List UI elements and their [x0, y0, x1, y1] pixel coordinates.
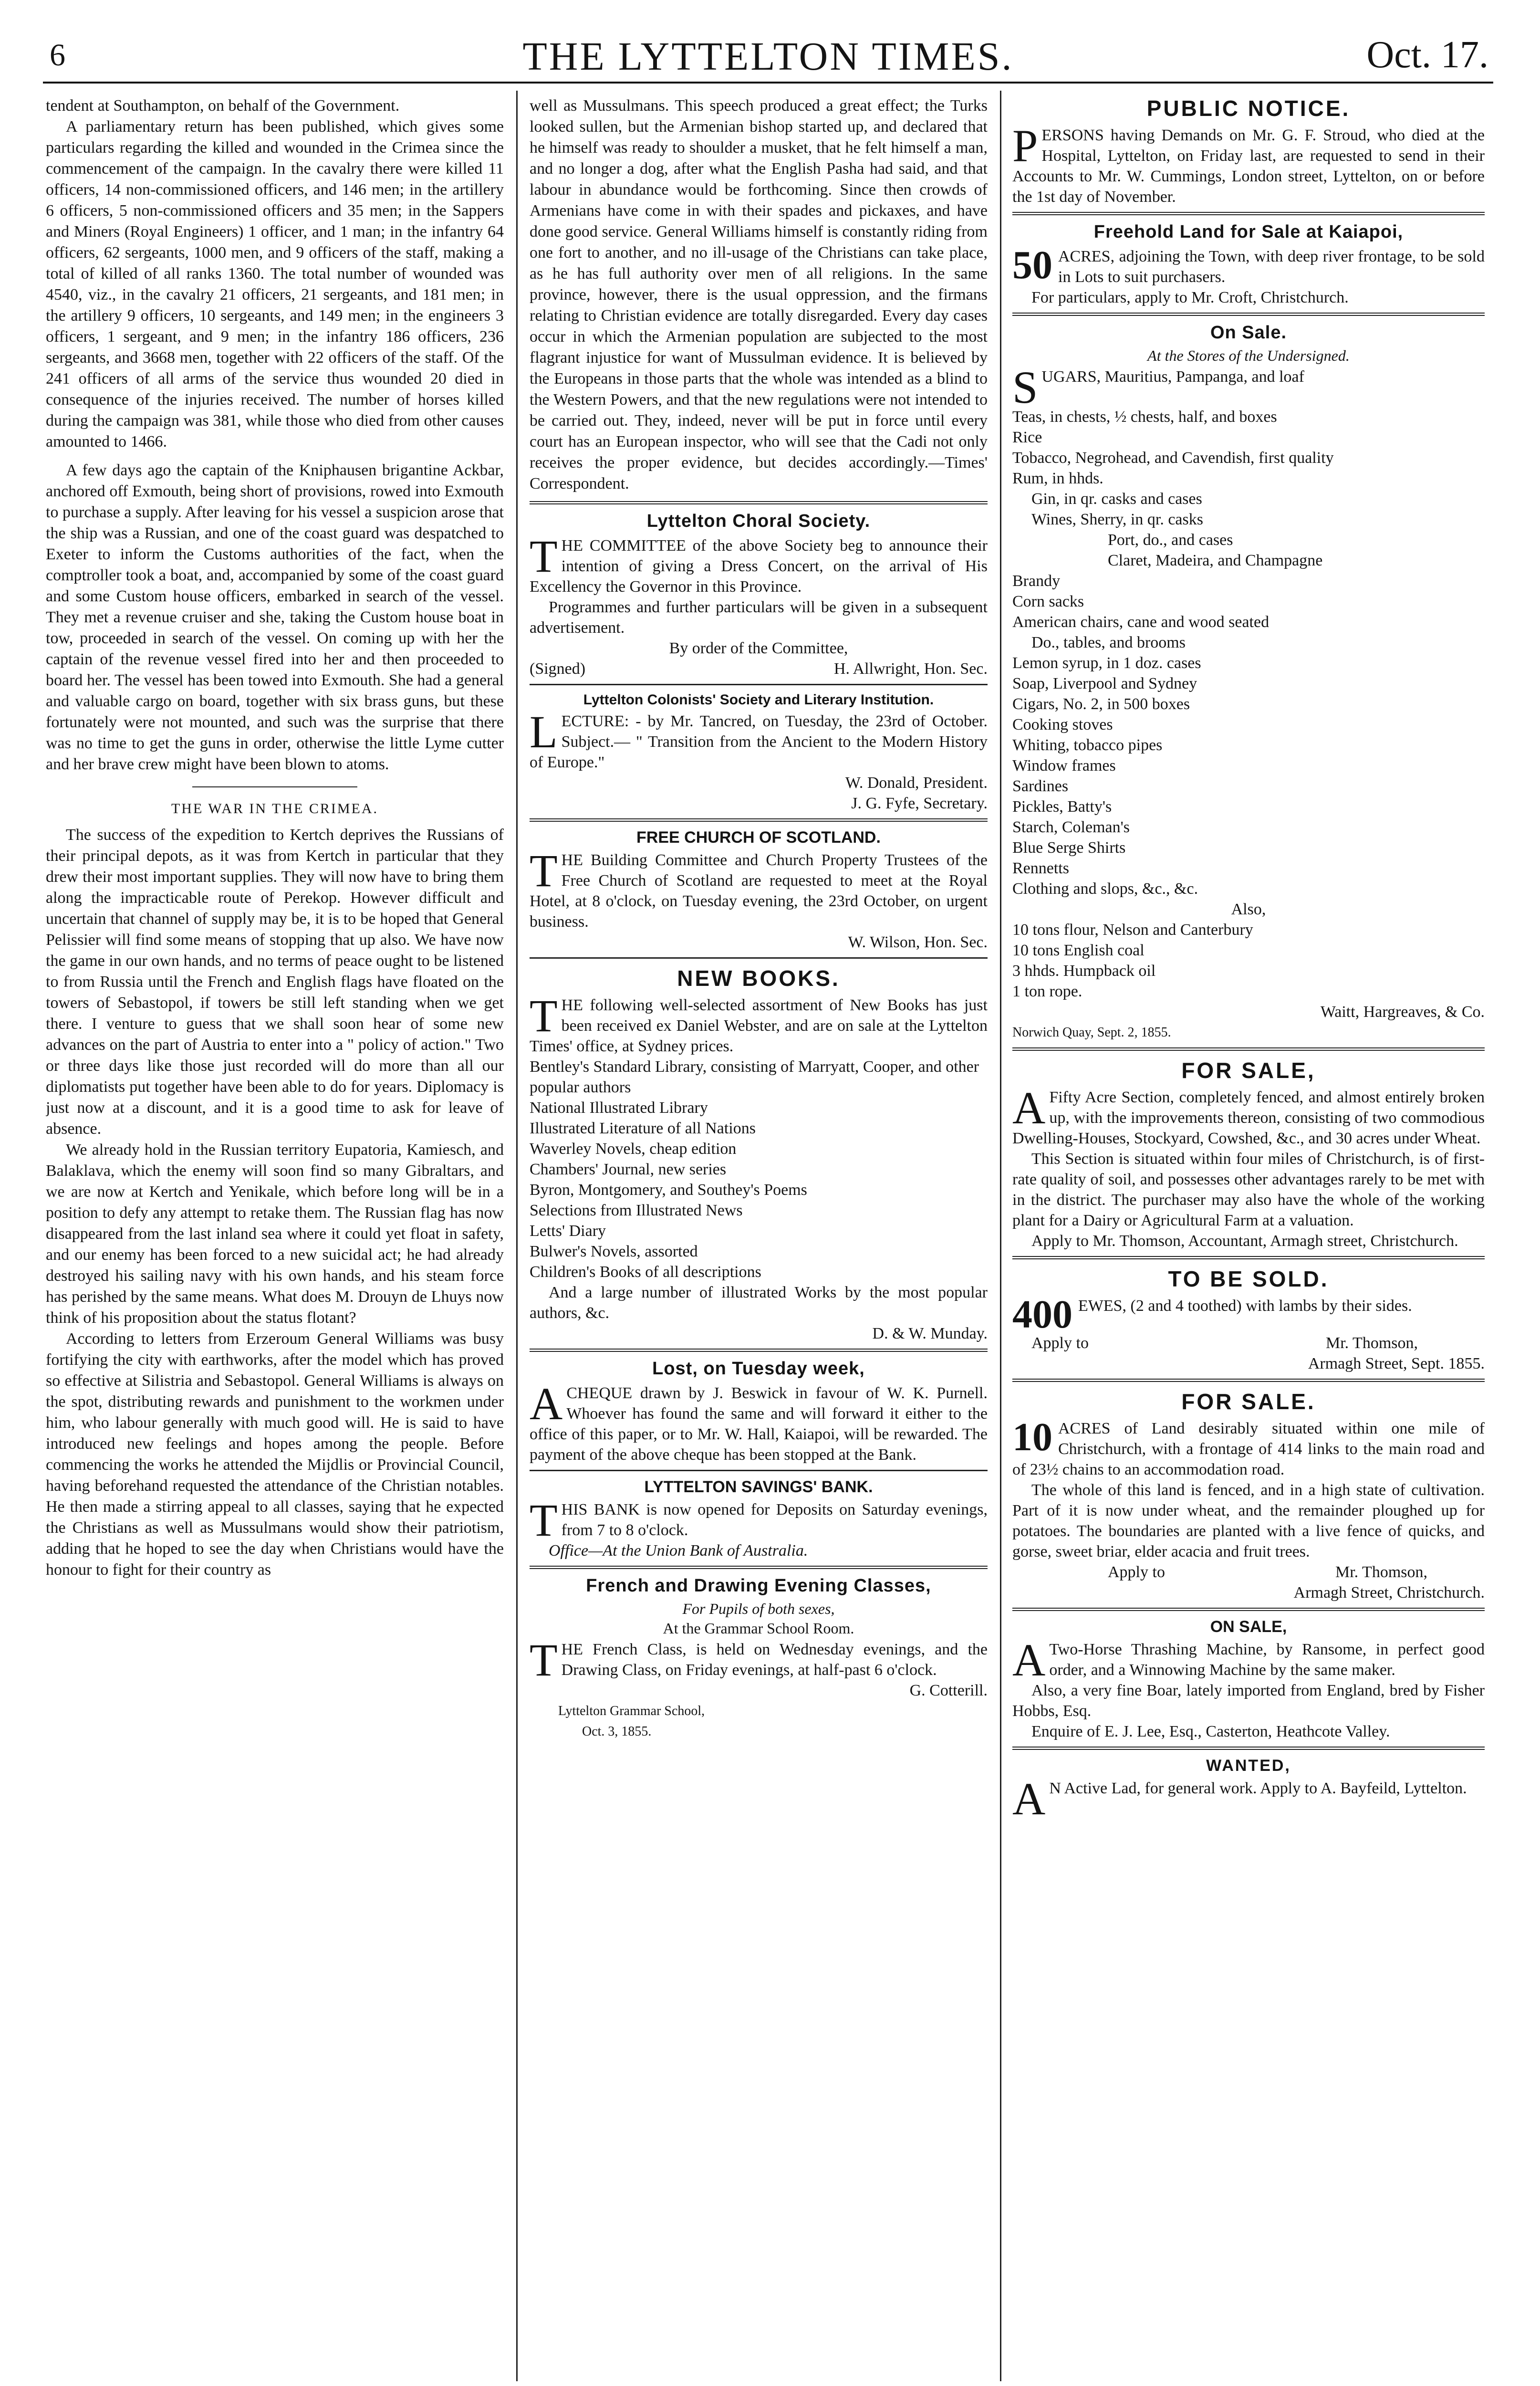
- newspaper-title: THE LYTTELTON TIMES.: [522, 34, 1014, 79]
- drop-cap: T: [530, 1634, 558, 1685]
- news-paragraph: A parliamentary return has been published, which gives some particulars regarding the killed and wounded in the Crimea since the commencement of the campaign. In the cavalry there were killed 11 officers, 14 non-commissioned officers, and 146 men; in the artillery 6 officers, 5 non-commissioned officers and 35 men; in the Sappers and Miners (Royal Engineers) 1 officer, and 1 man; in the infantry 64 officers, 62 sergeants, 1000 men, and 9 officers of the staff, making a total of killed of all ranks 1360. The total number of wounded was 4540, viz., in the cavalry 21 officers, 21 sergeants, and 181 men; in the artillery 9 officers, 10 sergeants, and 149 men; in the engineers 3 officers, 1 sergeant, and 9 men; in the infantry 186 officers, 236 sergeants, and 3668 men, together with 22 officers of the staff. Of the 241 officers of all arms of the service thus wounded 20 died in consequence of the injuries received. The number of horses killed during the campaign was 381, while those who died from other causes amounted to 1466.: [46, 118, 504, 450]
- ad-signature: Waitt, Hargreaves, & Co.: [1320, 1003, 1485, 1021]
- list-item: Tobacco, Negrohead, and Cavendish, first quality: [1012, 449, 1334, 467]
- ad-signature: G. Cotterill.: [909, 1682, 988, 1699]
- list-item: Starch, Coleman's: [1012, 818, 1130, 836]
- ad-body: UGARS, Mauritius, Pampanga, and loaf: [1041, 368, 1304, 386]
- list-item: 10 tons flour, Nelson and Canterbury: [1012, 921, 1253, 939]
- drop-cap: A: [530, 1378, 563, 1429]
- list-item: Rennetts: [1012, 859, 1069, 877]
- list-item: Whiting, tobacco pipes: [1012, 736, 1163, 754]
- ad-date: Oct. 3, 1855.: [582, 1724, 652, 1739]
- list-item: 3 hhds. Humpback oil: [1012, 962, 1156, 980]
- on-sale-ad: [1012, 313, 1485, 1047]
- ad-title: WANTED,: [1206, 1757, 1291, 1775]
- ad-signature: D. & W. Munday.: [872, 1325, 988, 1342]
- big-number: 400: [1012, 1292, 1072, 1337]
- news-paragraph: A few days ago the captain of the Kniphausen brigantine Ackbar, anchored off Exmouth, being short of provisions, rowed into Exmouth to purchase a supply. After leaving for his vessel a suspicion arose that the ship was a Russian, and one of the coast guard was despatched to Exeter to inform the Customs authorities of the fact, when the comptroller took a boat, and, accompanied by some of the coast guard and some Custom house officers, embarked in search of the vessel. They met a revenue cruiser and she, taking the Custom house boat in tow, proceeded in search of the vessel. On coming up with her the captain of the revenue vessel fired into her and then proceeded to board her. The vessel has been towed into Exmouth. She had a general and valuable cargo on board, together with six brass guns, but these fortunately were not mounted, and such was the surprise that there was no time to get the guns in order, otherwise the little Lyme cutter and her brave crew might have been blown to atoms.: [46, 461, 504, 773]
- drop-cap: T: [530, 531, 558, 582]
- books-list: [530, 1057, 988, 1282]
- ad-address: Armagh Street, Sept. 1855.: [1308, 1355, 1485, 1372]
- ad-signature: W. Donald, President.: [845, 774, 988, 792]
- ad-signature: H. Allwright, Hon. Sec.: [833, 660, 988, 678]
- wanted-ad: [1012, 1747, 1485, 1824]
- list-item: Corn sacks: [1012, 593, 1084, 610]
- list-item: Gin, in qr. casks and cases: [1031, 490, 1202, 508]
- list-item: Wines, Sherry, in qr. casks: [1031, 511, 1203, 528]
- ad-body: EWES, (2 and 4 toothed) with lambs by their sides.: [1078, 1297, 1412, 1315]
- apply-label: Apply to: [1031, 1334, 1089, 1352]
- thrashing-machine-ad: [1012, 1608, 1485, 1747]
- ad-title: ON SALE,: [1210, 1618, 1287, 1636]
- ad-title: French and Drawing Evening Classes,: [586, 1576, 931, 1596]
- ad-body: ECTURE: - by Mr. Tancred, on Tuesday, the 23rd of October. Subject.— " Transition from the Ancient to the Modern History of Europe.": [530, 712, 988, 771]
- list-item: Pickles, Batty's: [1012, 798, 1112, 816]
- also-list: [1012, 920, 1485, 1002]
- ad-body: Office—At the Union Bank of Australia.: [549, 1542, 808, 1559]
- ad-title: Lyttelton Colonists' Society and Literary Institution.: [583, 692, 934, 708]
- ad-body: Also, a very fine Boar, lately imported from England, bred by Fisher Hobbs, Esq.: [1012, 1682, 1485, 1720]
- list-item: Window frames: [1012, 757, 1116, 774]
- news-paragraph: The success of the expedition to Kertch deprives the Russians of their principal depots, as it was from Kertch in particular that they drew their most important supplies. They will now have to bring them along the impracticable route of Perekop. However difficult and uncertain that channel of supply may be, it is to be hoped that General Pelissier will find some means of stopping that up also. We have now the game in our own hands, and no terms of peace ought to be listened to from Russia until the French and English flags have floated on the towers of Sebastopol, if towers be still left standing when we get there. I venture to guess that we shall soon hear of some new advances on the part of Austria to enter into a " policy of action." Two or three days like those just recorded will do more than all our diplomatists put together have been able to do for years. Diplomacy is just now at a discount, and it is a good time to ask for leave of absence.: [46, 826, 504, 1138]
- list-item: 10 tons English coal: [1012, 942, 1145, 959]
- list-item: Waverley Novels, cheap edition: [530, 1140, 737, 1158]
- column-3: [1012, 95, 1485, 2381]
- list-item: Sardines: [1012, 777, 1069, 795]
- ad-body: ACRES of Land desirably situated within one mile of Christchurch, with a frontage of 414 links to the main road and of 23½ chains to an accommodation road.: [1012, 1420, 1485, 1478]
- ad-address: Lyttelton Grammar School,: [558, 1704, 705, 1718]
- page-number: 6: [50, 38, 65, 73]
- ad-body: ERSONS having Demands on Mr. G. F. Stroud, who died at the Hospital, Lyttelton, on Friday last, are requested to send in their Accounts to Mr. W. Cummings, London street, Lyttelton, on or before the 1st day of November.: [1012, 126, 1485, 206]
- for-sale-acres-ad: [1012, 1379, 1485, 1608]
- issue-date: Oct. 17.: [1366, 34, 1488, 76]
- column-1: [46, 95, 504, 2381]
- list-item: Cigars, No. 2, in 500 boxes: [1012, 695, 1190, 713]
- ad-title: FOR SALE,: [1181, 1058, 1316, 1083]
- ad-title: FOR SALE.: [1181, 1389, 1316, 1414]
- ad-signature: W. Wilson, Hon. Sec.: [848, 933, 988, 951]
- choral-society-ad: [530, 501, 988, 684]
- ad-title: NEW BOOKS.: [677, 966, 840, 991]
- list-item: Bentley's Standard Library, consisting of Marryatt, Cooper, and other popular authors: [530, 1058, 979, 1096]
- drop-cap: P: [1012, 120, 1038, 171]
- ad-title: Lyttelton Choral Society.: [646, 511, 871, 531]
- ad-contact: Mr. Thomson,: [1335, 1563, 1427, 1581]
- ad-subtitle: For Pupils of both sexes,: [682, 1600, 835, 1617]
- list-item: Chambers' Journal, new series: [530, 1161, 727, 1178]
- list-item: Claret, Madeira, and Champagne: [1108, 552, 1323, 569]
- section-title: THE WAR IN THE CRIMEA.: [171, 801, 379, 816]
- drop-cap: S: [1012, 362, 1038, 413]
- ad-title: Freehold Land for Sale at Kaiapoi,: [1093, 222, 1404, 242]
- ad-body: Apply to Mr. Thomson, Accountant, Armagh street, Christchurch.: [1031, 1232, 1458, 1250]
- drop-cap: T: [530, 1495, 558, 1546]
- ad-body: Two-Horse Thrashing Machine, by Ransome, in perfect good order, and a Winnowing Machine by the same maker.: [1049, 1641, 1485, 1679]
- list-item: Children's Books of all descriptions: [530, 1263, 761, 1281]
- colonists-society-ad: [530, 684, 988, 818]
- drop-cap: T: [530, 990, 558, 1041]
- news-paragraph: tendent at Southampton, on behalf of the Government.: [46, 97, 400, 115]
- goods-list: [1012, 407, 1485, 899]
- ad-body: This Section is situated within four miles of Christchurch, is of first-rate quality of soil, and possesses other advantages rarely to be met with in the district. The purchaser may also have the whole of the working plant for a Dairy or Agricultural Farm at a valuation.: [1012, 1150, 1485, 1229]
- list-item: National Illustrated Library: [530, 1099, 708, 1117]
- list-item: Clothing and slops, &c., &c.: [1012, 880, 1198, 898]
- ad-order: By order of the Committee,: [669, 639, 848, 657]
- ad-body: ACRES, adjoining the Town, with deep river frontage, to be sold in Lots to suit purchasers.: [1058, 248, 1485, 286]
- ad-title: LYTTELTON SAVINGS' BANK.: [644, 1478, 873, 1496]
- masthead: [43, 19, 1493, 84]
- freehold-land-ad: [1012, 212, 1485, 313]
- ad-signed: (Signed): [530, 660, 586, 678]
- list-item: Letts' Diary: [530, 1222, 606, 1240]
- ad-body: For particulars, apply to Mr. Croft, Christchurch.: [1031, 289, 1349, 306]
- ad-body: HE following well-selected assortment of New Books has just been received ex Daniel Webster, and are on sale at the Lyttelton Times' office, at Sydney prices.: [530, 996, 988, 1055]
- ad-place: Norwich Quay, Sept. 2, 1855.: [1012, 1025, 1171, 1040]
- ad-body: Programmes and further particulars will be given in a subsequent advertisement.: [530, 598, 988, 637]
- savings-bank-ad: [530, 1470, 988, 1566]
- list-item: Bulwer's Novels, assorted: [530, 1243, 698, 1260]
- list-item: Lemon syrup, in 1 doz. cases: [1012, 654, 1201, 672]
- masthead-rule: [43, 82, 1493, 84]
- lost-cheque-ad: [530, 1349, 988, 1470]
- ad-body: HE COMMITTEE of the above Society beg to announce their intention of giving a Dress Concert, on the arrival of His Excellency the Governor in this Province.: [530, 537, 988, 596]
- list-item: Rice: [1012, 429, 1042, 446]
- ad-contact: Mr. Thomson,: [1325, 1334, 1418, 1352]
- ad-body: CHEQUE drawn by J. Beswick in favour of W. K. Purnell. Whoever has found the same and will forward it either to the office of this paper, or to Mr. W. Hall, Kaiapoi, will be rewarded. The payment of the above cheque has been stopped at the Bank.: [530, 1384, 988, 1464]
- list-item: Port, do., and cases: [1108, 531, 1233, 549]
- ad-subtitle: At the Stores of the Undersigned.: [1147, 347, 1350, 364]
- ad-title: Lost, on Tuesday week,: [652, 1359, 865, 1379]
- news-paragraph: According to letters from Erzeroum General Williams was busy fortifying the city with earthworks, after the model which has proved so effective at Silistria and Sebastopol. General Williams is always on the spot, distributing rewards and punishment to the workmen under him, who labour generally with much good will. He is said to have introduced new feelings and hopes among the people. Before commencing the works he attended the Mijdlis or Provincial Council, having beforehand requested the attendance of the Christian notables. He then made a stirring appeal to all classes, saying that he expected the Christians as well as Mussulmans would show their patriotism, adding that he hoped to see the day when Christians would have the honour to fight for their country as: [46, 1330, 504, 1579]
- ad-title: TO BE SOLD.: [1168, 1266, 1329, 1291]
- news-paragraph: well as Mussulmans. This speech produced a great effect; the Turks looked sullen, but the Armenian bishop started up, and declared that he himself was ready to shoulder a musket, that he felt himself a man, and no longer a dog, after what the English Pasha had said, and that labour in abundance would be forthcoming. Since then crowds of Armenians have come in with their spades and pickaxes, and have done good service. General Williams himself is constantly riding from one fort to another, and no ill-usage of the Christians can take place, as he has full authority over men of all religions. In the same province, however, there is the usual oppression, and the firmans relating to Christian evidence are totally disregarded. Every day cases occur in which the Armenian population are subjected to the most flagrant injustice for want of Mussulman evidence. It is believed by the Europeans in those parts that the whole was intended as a blind to the Western Powers, and that the new regulations were not intended to be carried out. They, indeed, never will be put in force until every court has an European inspector, who will see that the Cadi not only receives the proper evidence, but decides accordingly.—Times' Correspondent.: [530, 97, 988, 492]
- ad-body: N Active Lad, for general work. Apply to A. Bayfeild, Lyttelton.: [1049, 1779, 1467, 1797]
- section-divider: [192, 786, 357, 787]
- list-item: 1 ton rope.: [1012, 983, 1082, 1000]
- drop-cap: A: [1012, 1082, 1046, 1133]
- ad-body: HE Building Committee and Church Property Trustees of the Free Church of Scotland are requested to meet at the Royal Hotel, at 8 o'clock, on Tuesday evening, the 23rd October, on urgent business.: [530, 851, 988, 931]
- list-item: Byron, Montgomery, and Southey's Poems: [530, 1181, 807, 1199]
- apply-label: Apply to: [1108, 1563, 1165, 1581]
- public-notice-ad: [1012, 95, 1485, 212]
- drop-cap: L: [530, 706, 558, 757]
- big-number: 10: [1012, 1415, 1052, 1459]
- drop-cap: A: [1012, 1634, 1046, 1685]
- column-divider: [1000, 91, 1001, 2381]
- new-books-ad: [530, 957, 988, 1349]
- list-item: Rum, in hhds.: [1012, 470, 1103, 487]
- column-divider: [516, 91, 518, 2381]
- ad-body: Enquire of E. J. Lee, Esq., Casterton, Heathcote Valley.: [1031, 1723, 1390, 1740]
- ad-signature: J. G. Fyfe, Secretary.: [851, 795, 988, 812]
- ad-body: HE French Class, is held on Wednesday evenings, and the Drawing Class, on Friday evenings, at half-past 6 o'clock.: [561, 1641, 988, 1679]
- also-label: Also,: [1231, 900, 1266, 918]
- ad-body: The whole of this land is fenced, and in a high state of cultivation. Part of it is now under wheat, and the remainder ploughed up for potatoes. The boundaries are planted with a live fence of quicks, and gorse, sweet briar, elder acacia and fruit trees.: [1012, 1481, 1485, 1560]
- big-number: 50: [1012, 243, 1052, 287]
- ad-address: Armagh Street, Christchurch.: [1293, 1584, 1485, 1601]
- drop-cap: A: [1012, 1773, 1046, 1824]
- free-church-ad: [530, 818, 988, 957]
- ad-title: FREE CHURCH OF SCOTLAND.: [636, 828, 881, 847]
- list-item: Illustrated Literature of all Nations: [530, 1120, 756, 1137]
- list-item: Blue Serge Shirts: [1012, 839, 1126, 857]
- to-be-sold-ad: [1012, 1256, 1485, 1379]
- list-item: Soap, Liverpool and Sydney: [1012, 675, 1197, 692]
- french-classes-ad: [530, 1566, 988, 1747]
- for-sale-section-ad: [1012, 1047, 1485, 1256]
- ad-title: On Sale.: [1210, 323, 1287, 343]
- list-item: Teas, in chests, ½ chests, half, and boxes: [1012, 408, 1277, 426]
- list-item: Do., tables, and brooms: [1031, 634, 1186, 651]
- ad-title: PUBLIC NOTICE.: [1146, 96, 1351, 121]
- ad-body: HIS BANK is now opened for Deposits on Saturday evenings, from 7 to 8 o'clock.: [561, 1501, 988, 1539]
- list-item: Brandy: [1012, 572, 1061, 590]
- list-item: Cooking stoves: [1012, 716, 1113, 733]
- drop-cap: T: [530, 845, 558, 896]
- list-item: American chairs, cane and wood seated: [1012, 613, 1269, 631]
- ad-body: And a large number of illustrated Works by the most popular authors, &c.: [530, 1284, 988, 1322]
- column-2: [530, 95, 988, 2381]
- news-paragraph: We already hold in the Russian territory Eupatoria, Kamiesch, and Balaklava, which the enemy will soon find so many Gibraltars, and we are now at Kertch and Yenikale, which before long will be in a position to defy any attempt to retake them. The Russian flag has now disappeared from the last inland sea where it could yet float in safety, and our enemy has been forced to a new suicidal act; he had already destroyed his sailing navy with his own hands, and his steam force has perished by the same means. What does M. Drouyn de Lhuys now think of his proposition about the status flotant?: [46, 1141, 504, 1327]
- ad-body: Fifty Acre Section, completely fenced, and almost entirely broken up, with the improvements thereon, consisting of two commodious Dwelling-Houses, Stockyard, Cowshed, &c., and 30 acres under Wheat.: [1012, 1088, 1485, 1147]
- list-item: Selections from Illustrated News: [530, 1202, 743, 1219]
- ad-place: At the Grammar School Room.: [663, 1620, 854, 1637]
